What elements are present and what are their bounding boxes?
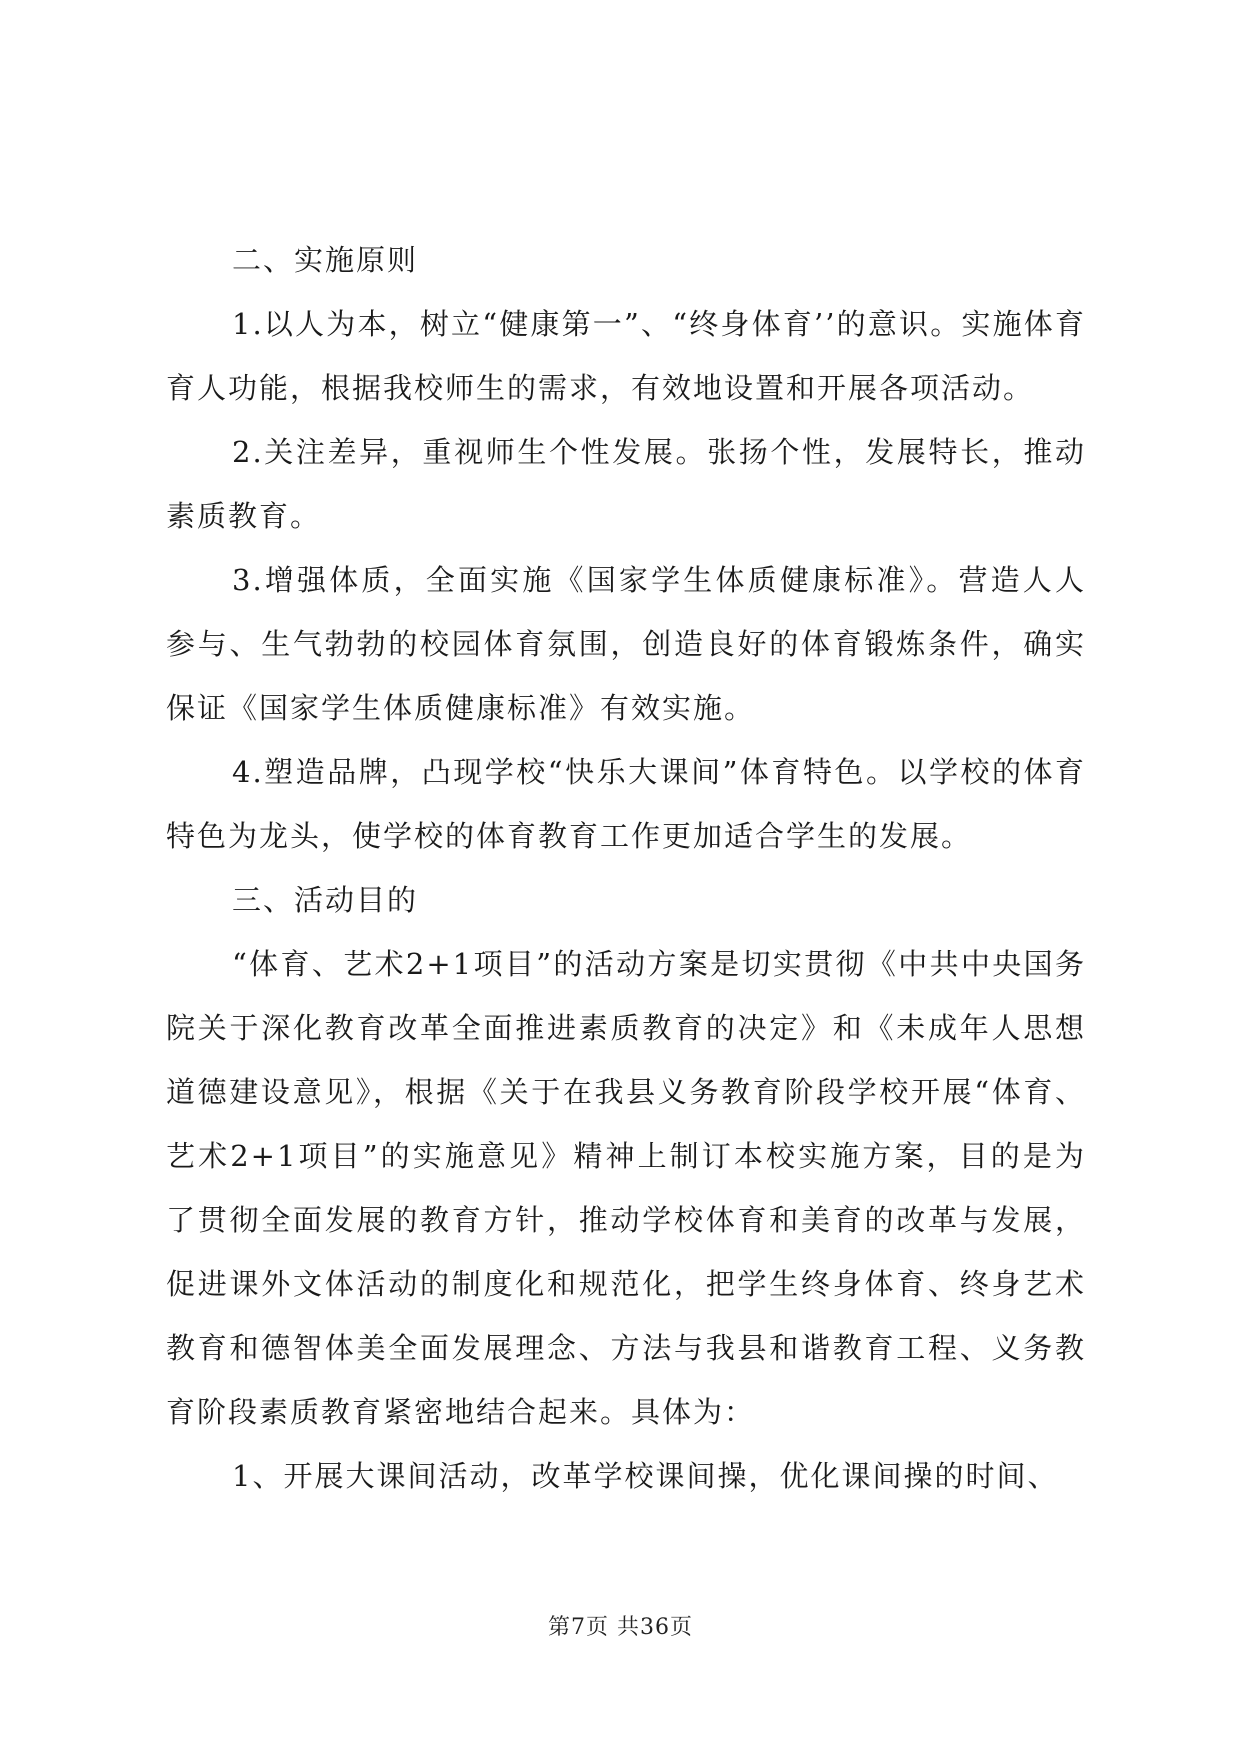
section-heading-principles: 二、实施原则 [232, 243, 419, 277]
purpose-item-1: 1、开展大课间活动，改革学校课间操，优化课间操的时间、 [232, 1459, 1059, 1493]
purpose-paragraph: “体育、艺术2+1项目”的活动方案是切实贯彻《中共中央国务院关于深化教育改革全面推进素质教育的决定》和《未成年人思想道德建设意见》，根据《关于在我县义务教育阶段学校开展“体育、艺术2+1项目”的实施意见》精神上制订本校实施方案，目的是为了贯彻全面发展的教育方针，推动学校体育和美育的改革与发展，促进课外文体活动的制度化和规范化，把学生终身体育、终身艺术教育和德智体美全面发展理念、方法与我县和谐教育工程、义务教育阶段素质教育紧密地结合起来。具体为： [166, 947, 1086, 1429]
section-heading-purpose: 三、活动目的 [232, 883, 419, 917]
principle-paragraph-4: 4.塑造品牌，凸现学校“快乐大课间”体育特色。以学校的体育特色为龙头，使学校的体育教育工作更加适合学生的发展。 [166, 755, 1086, 853]
document-body [166, 228, 1086, 1508]
principle-paragraph-2: 2.关注差异，重视师生个性发展。张扬个性，发展特长，推动素质教育。 [166, 435, 1086, 533]
page-number-footer: 第7页 共36页 [548, 1615, 693, 1640]
principle-paragraph-3: 3.增强体质，全面实施《国家学生体质健康标准》。营造人人参与、生气勃勃的校园体育氛围，创造良好的体育锻炼条件，确实保证《国家学生体质健康标准》有效实施。 [166, 563, 1086, 725]
principle-paragraph-1: 1.以人为本，树立“健康第一”、“终身体育’’的意识。实施体育育人功能，根据我校师生的需求，有效地设置和开展各项活动。 [166, 307, 1086, 405]
